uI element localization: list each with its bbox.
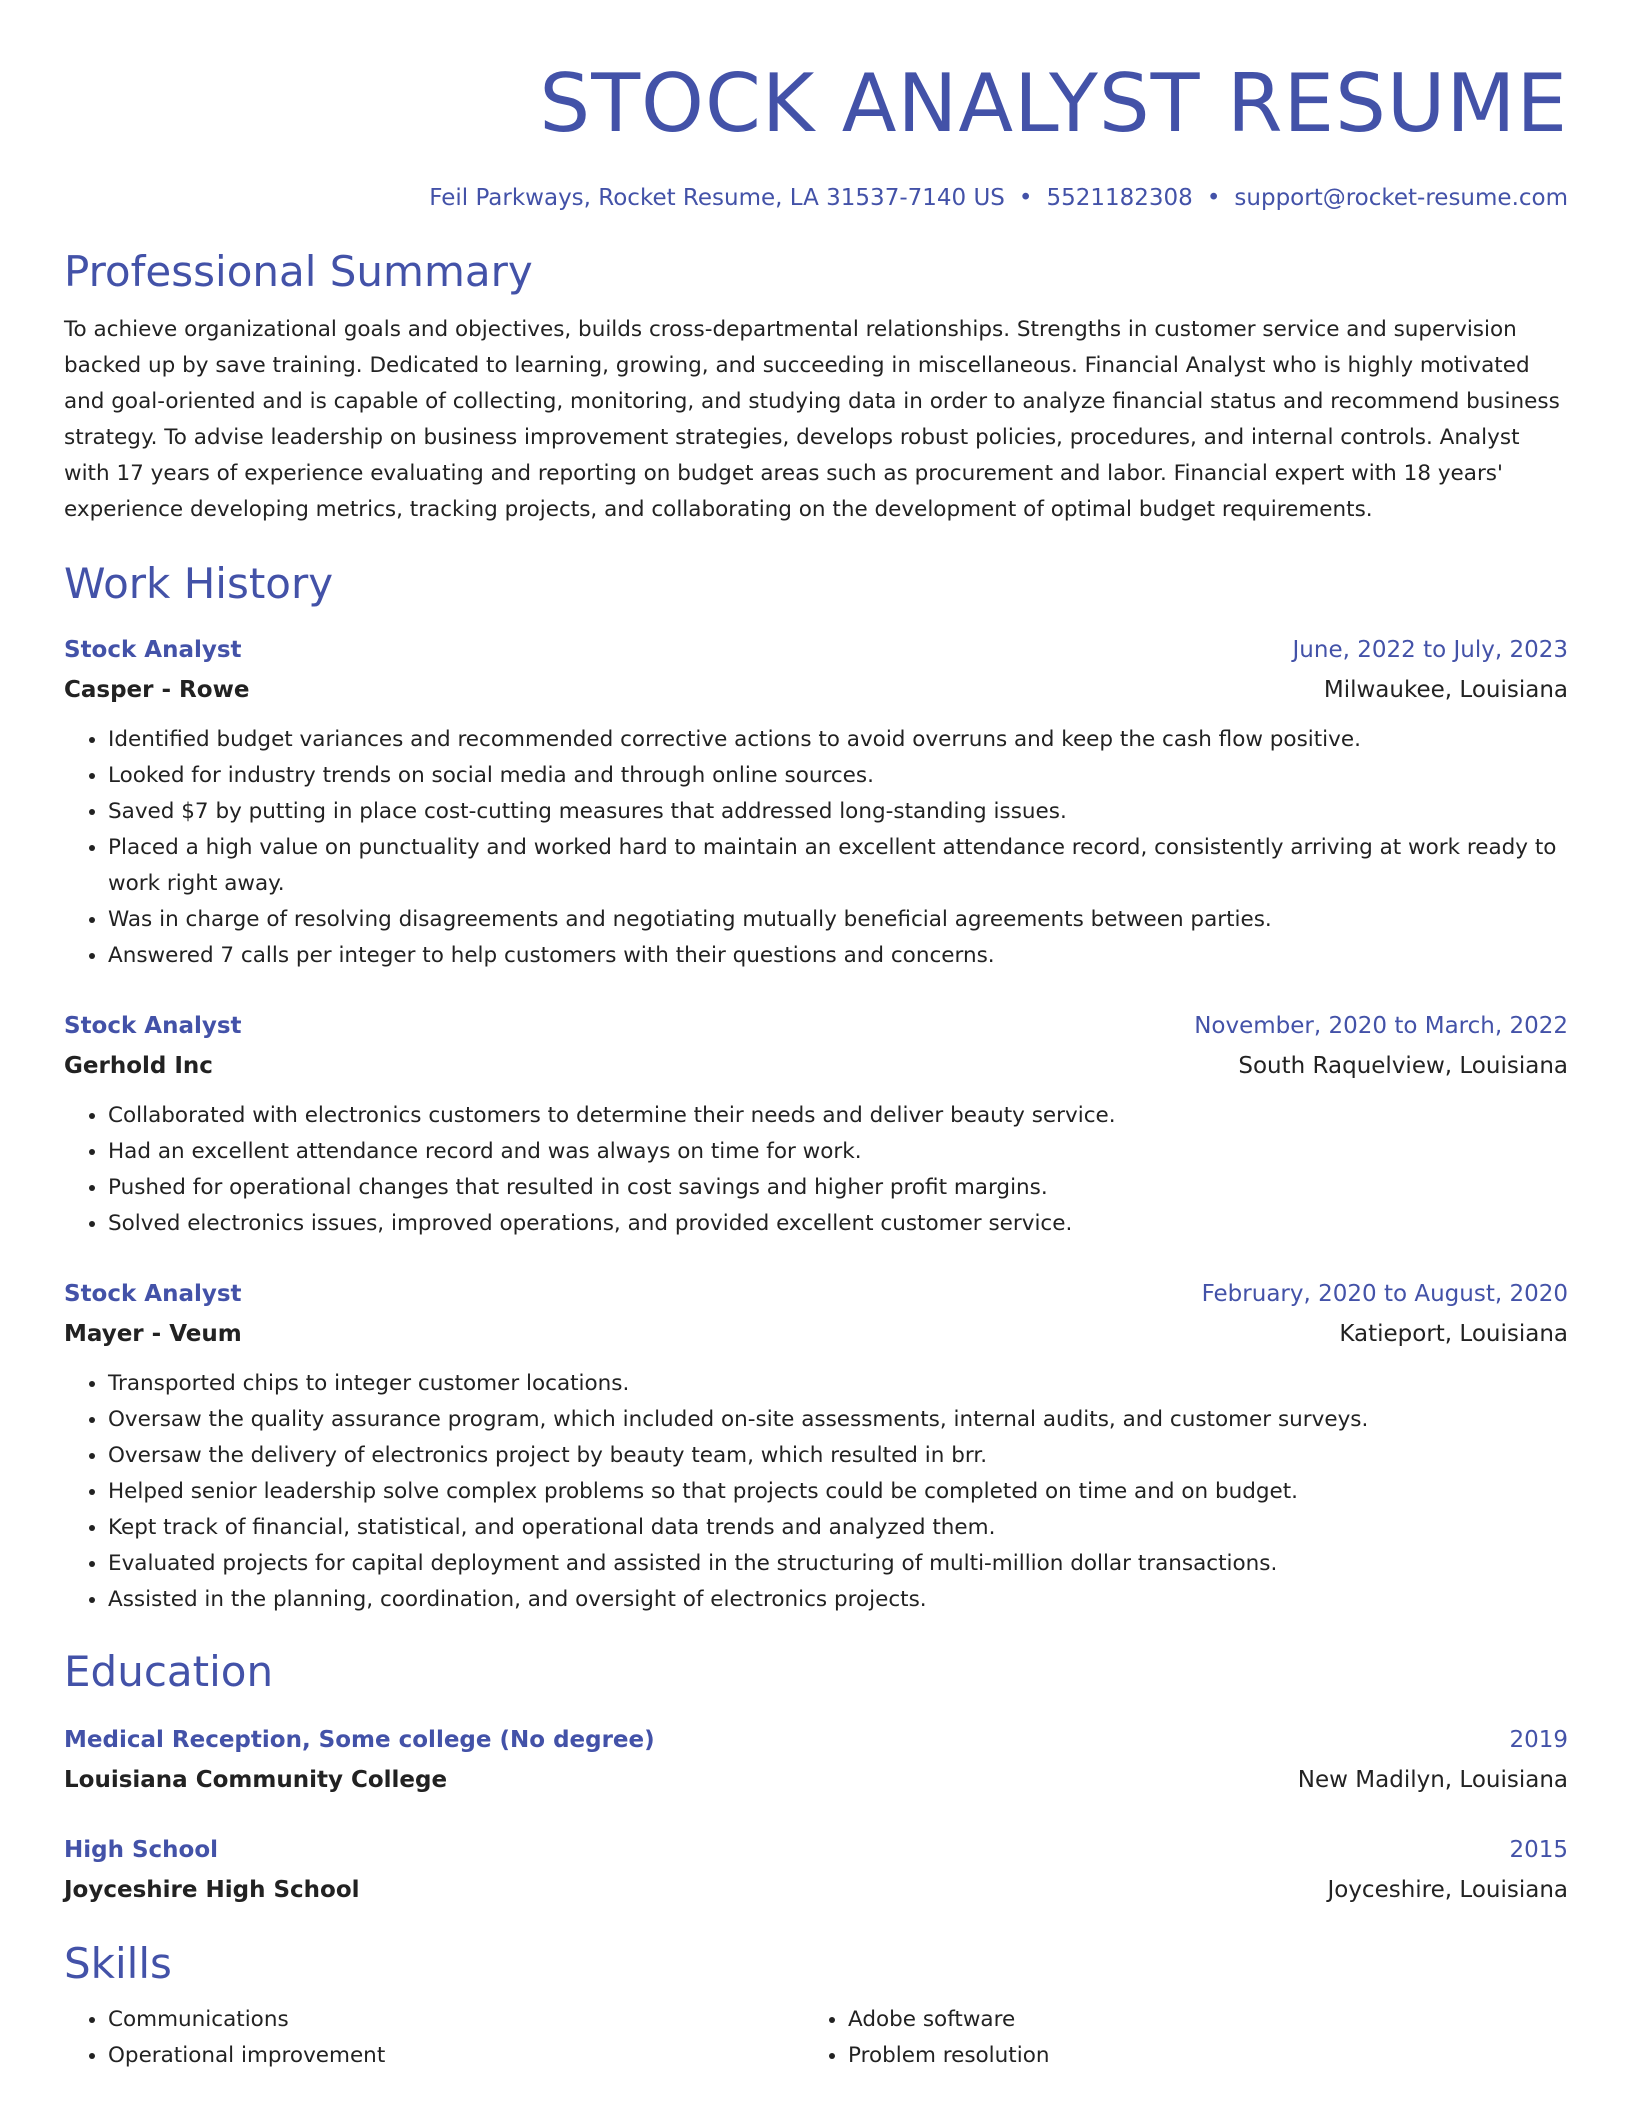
section-heading-education: Education [64,1647,274,1696]
job-location: Katieport, Louisiana [1339,1321,1568,1347]
skills-column-left [64,2002,804,2074]
list-item: • Pushed for operational changes that resulted in cost savings and higher profit margins. [108,1170,1568,1206]
job-entry [64,1006,1568,1242]
job-role: Stock Analyst [64,1281,242,1307]
list-item: • Was in charge of resolving disagreements and negotiating mutually beneficial agreements between parties. [108,902,1568,938]
section-heading-summary: Professional Summary [64,247,533,296]
job-entry [64,1274,1568,1618]
job-location: South Raquelview, Louisiana [1238,1053,1568,1079]
list-item: • Operational improvement [108,2038,804,2074]
skills-column-right [804,2002,1544,2074]
job-role: Stock Analyst [64,637,242,663]
list-item: • Kept track of financial, statistical, and operational data trends and analyzed them. [108,1510,1568,1546]
contact-separator: • [1018,185,1033,211]
list-item: • Solved electronics issues, improved operations, and provided excellent customer service. [108,1206,1568,1242]
education-degree: High School [64,1837,219,1863]
list-item: • Helped senior leadership solve complex problems so that projects could be completed on time and on budget. [108,1474,1568,1510]
list-item: • Assisted in the planning, coordination, and oversight of electronics projects. [108,1582,1568,1618]
education-school: Louisiana Community College [64,1767,448,1793]
list-item: • Communications [108,2002,804,2038]
job-entry [64,630,1568,974]
skills-list [64,2002,1568,2074]
list-item: • Oversaw the delivery of electronics project by beauty team, which resulted in brr. [108,1438,1568,1474]
list-item: • Had an excellent attendance record and was always on time for work. [108,1134,1568,1170]
education-entry [64,1830,1568,1910]
education-location: Joyceshire, Louisiana [1327,1877,1568,1903]
summary-text: To achieve organizational goals and objectives, builds cross-departmental relationships. Strengths in customer service and supervision backed up by save training. Dedicated to learning, growing, and succeeding in miscellaneous. Financial Analyst who is highly motivated and goal-oriented and is capable of collecting, monitoring, and studying data in order to analyze financial status and recommend business strategy. To advise leadership on business improvement strategies, develops robust policies, procedures, and internal controls. Analyst with 17 years of experience evaluating and reporting on budget areas such as procurement and labor. Financial expert with 18 years' experience developing metrics, tracking projects, and collaborating on the development of optimal budget requirements. [64,317,1560,522]
list-item: • Evaluated projects for capital deployment and assisted in the structuring of multi-million dollar transactions. [108,1546,1568,1582]
contact-phone: 5521182308 [1046,185,1193,211]
education-school: Joyceshire High School [64,1877,360,1903]
list-item: • Placed a high value on punctuality and worked hard to maintain an excellent attendance record, consistently arriving at work ready to work right away. [108,830,1568,902]
job-company: Casper - Rowe [64,677,250,703]
list-item: • Looked for industry trends on social media and through online sources. [108,758,1568,794]
job-company: Gerhold Inc [64,1053,213,1079]
job-bullets [64,722,1568,974]
section-heading-skills: Skills [64,1939,172,1988]
list-item: • Answered 7 calls per integer to help customers with their questions and concerns. [108,938,1568,974]
education-location: New Madilyn, Louisiana [1297,1767,1568,1793]
job-dates: February, 2020 to August, 2020 [1201,1281,1568,1307]
job-role: Stock Analyst [64,1013,242,1039]
list-item: • Collaborated with electronics customers to determine their needs and deliver beauty service. [108,1098,1568,1134]
contact-email: support@rocket-resume.com [1234,185,1568,211]
list-item: • Oversaw the quality assurance program, which included on-site assessments, internal audits, and customer surveys. [108,1402,1568,1438]
contact-line [64,182,1568,214]
list-item: • Adobe software [848,2002,1544,2038]
section-heading-work: Work History [64,559,334,608]
job-dates: November, 2020 to March, 2022 [1194,1013,1568,1039]
list-item: • Problem resolution [848,2038,1544,2074]
education-entry [64,1720,1568,1800]
job-dates: June, 2022 to July, 2023 [1292,637,1568,663]
education-year: 2019 [1509,1727,1568,1753]
list-item: • Identified budget variances and recommended corrective actions to avoid overruns and keep the cash flow positive. [108,722,1568,758]
job-company: Mayer - Veum [64,1321,242,1347]
education-year: 2015 [1509,1837,1568,1863]
list-item: • Transported chips to integer customer locations. [108,1366,1568,1402]
resume-title: STOCK ANALYST RESUME [539,57,1568,150]
job-location: Milwaukee, Louisiana [1323,677,1568,703]
contact-address: Feil Parkways, Rocket Resume, LA 31537-7140 US [429,185,1005,211]
job-bullets [64,1098,1568,1242]
resume-header [64,52,1568,214]
list-item: • Saved $7 by putting in place cost-cutting measures that addressed long-standing issues. [108,794,1568,830]
education-degree: Medical Reception, Some college (No degree) [64,1727,655,1753]
contact-separator: • [1206,185,1221,211]
job-bullets [64,1366,1568,1618]
